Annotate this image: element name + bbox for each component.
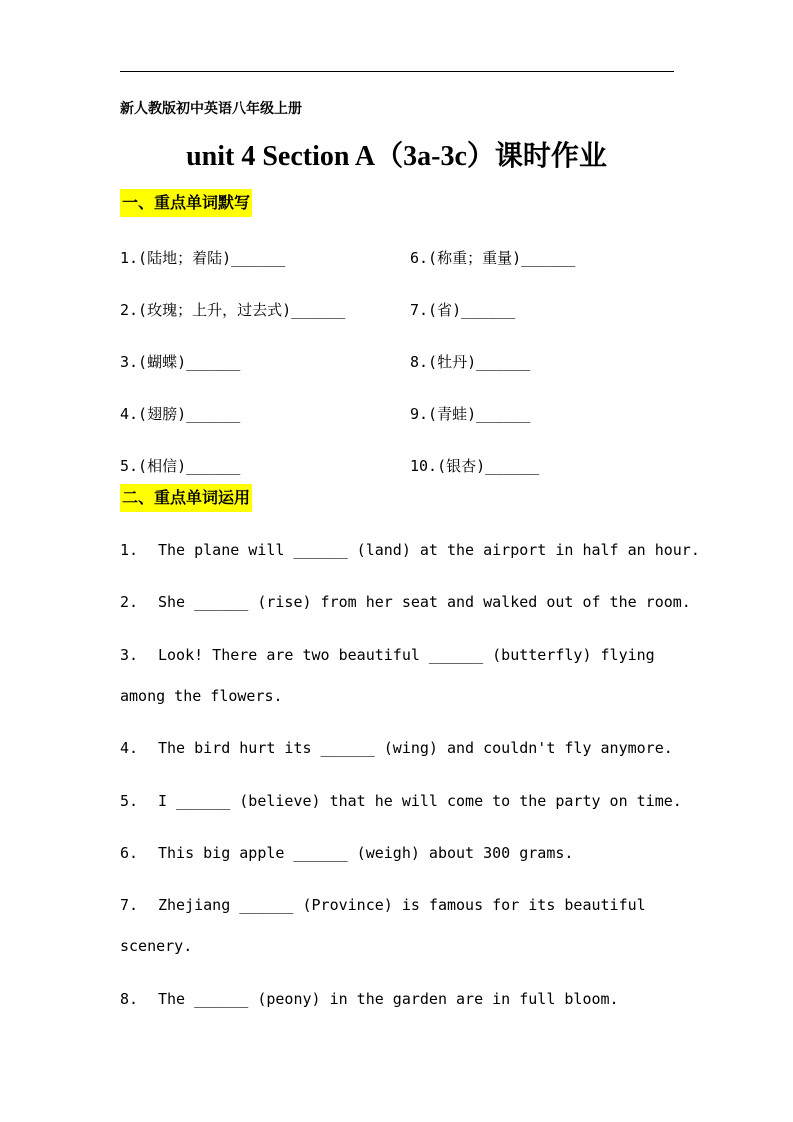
exercise-item: [120, 990, 674, 1008]
exercise-text: The bird hurt its ______ (wing) and couldn't fly anymore.: [158, 739, 673, 757]
vocab-item: 6.(称重；重量)______: [410, 249, 576, 267]
vocab-item: 4.(翅膀)______: [120, 405, 241, 423]
exercise-number: 7.: [120, 896, 139, 914]
exercise-number: 4.: [120, 739, 139, 757]
exercise-number: 2.: [120, 593, 139, 611]
exercise-number: 8.: [120, 990, 139, 1008]
exercise-number: 1.: [120, 541, 139, 559]
exercise-item: [120, 593, 691, 611]
exercise-item: [120, 896, 674, 914]
vocab-item: 10.(银杏)______: [410, 457, 540, 475]
vocab-item: 5.(相信)______: [120, 457, 241, 475]
exercise-number: 3.: [120, 646, 139, 664]
vocab-item: 3.(蝴蝶)______: [120, 353, 241, 371]
vocab-item: 1.(陆地；着陆)______: [120, 249, 286, 267]
vocab-item: 7.(省)______: [410, 301, 516, 319]
vocab-item: 8.(牡丹)______: [410, 353, 531, 371]
exercise-text: She ______ (rise) from her seat and walked out of the room.: [158, 593, 691, 611]
exercise-text: The ______ (peony) in the garden are in full bloom.: [158, 990, 619, 1008]
header-rule: [120, 71, 674, 72]
exercise-item: [120, 646, 674, 664]
document-subtitle: 新人教版初中英语八年级上册: [120, 101, 302, 117]
section-heading-usage: 二、重点单词运用: [120, 484, 252, 512]
exercise-continuation: among the flowers.: [120, 687, 283, 705]
exercise-continuation: scenery.: [120, 937, 193, 955]
exercise-text: The plane will ______ (land) at the airport in half an hour.: [158, 541, 700, 559]
section-heading-vocab: 一、重点单词默写: [120, 189, 252, 217]
exercise-item: [120, 541, 700, 559]
exercise-item: [120, 792, 682, 810]
exercise-text: This big apple ______ (weigh) about 300 grams.: [158, 844, 574, 862]
document-title: unit 4 Section A（3a-3c）课时作业: [186, 141, 607, 172]
exercise-text: Zhejiang ______ (Province) is famous for its beautiful: [158, 896, 646, 914]
exercise-text: Look! There are two beautiful ______ (butterfly) flying: [158, 646, 655, 664]
vocab-item: 2.(玫瑰；上升，过去式)______: [120, 301, 346, 319]
exercise-text: I ______ (believe) that he will come to the party on time.: [158, 792, 682, 810]
exercise-item: [120, 844, 674, 862]
exercise-item: [120, 739, 674, 757]
exercise-number: 5.: [120, 792, 139, 810]
vocab-item: 9.(青蛙)______: [410, 405, 531, 423]
exercise-number: 6.: [120, 844, 139, 862]
